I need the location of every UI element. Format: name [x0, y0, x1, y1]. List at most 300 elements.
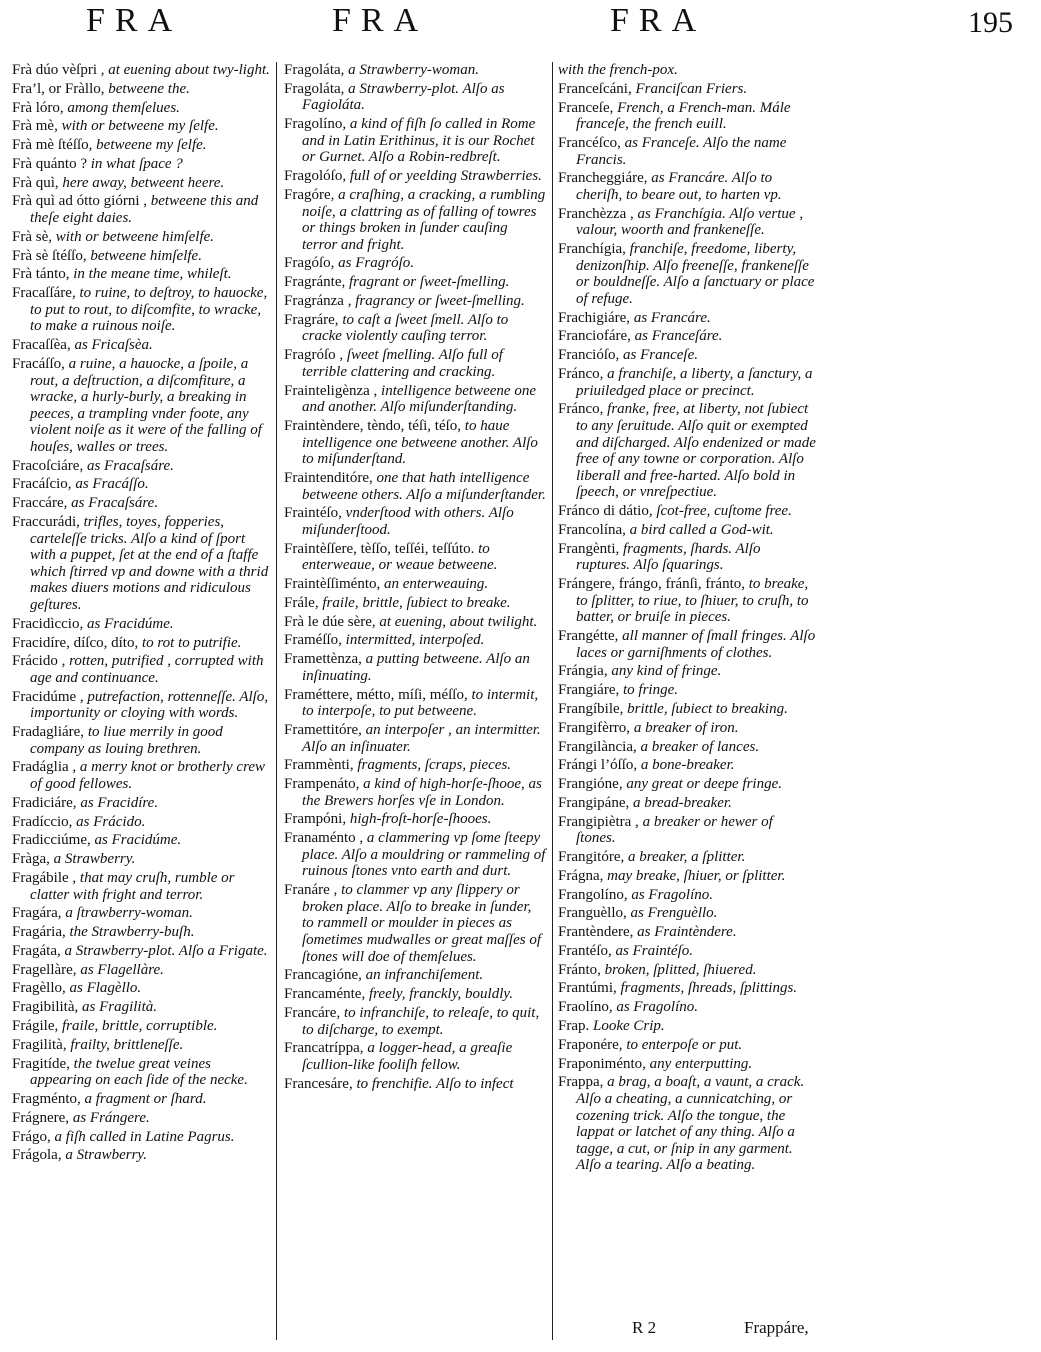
entry	[558, 776, 816, 793]
entry-headword: Franceſe,	[558, 99, 614, 116]
entry-definition: to clammer vp any ſlippery or broken place. Alſo to breake in ſunder, to rammell or moulder in pieces as ſometimes mudwalles or great maſſes of ſtones will doe of themſelues.	[302, 882, 542, 965]
entry-headword: Frále,	[284, 594, 319, 611]
entry	[12, 137, 270, 154]
entry	[12, 635, 270, 652]
entry	[558, 170, 816, 203]
running-head-center: FRA	[332, 2, 429, 39]
entry-headword: Fragoláta,	[284, 80, 345, 97]
entry-definition: betweene the.	[104, 80, 190, 97]
entry	[558, 795, 816, 812]
entry-headword: Fradicciúme,	[12, 832, 91, 849]
entry	[558, 701, 816, 718]
entry-headword: Fragolóſo,	[284, 168, 347, 185]
entry-definition: fragments, ſhards. Alſo ruptures. Alſo ſquarings.	[576, 540, 761, 574]
entry	[284, 62, 546, 79]
entry-definition: a Strawberry-plot. Alſo a Frigate.	[60, 942, 268, 959]
entry-headword: Fragábile ,	[12, 869, 77, 886]
entry-definition: full of or yeelding Strawberries.	[346, 168, 542, 185]
entry-headword: Framettitóre,	[284, 721, 362, 738]
entry-headword: Frà quì,	[12, 174, 59, 191]
entry-headword: Fràga,	[12, 851, 50, 868]
entry	[284, 1040, 546, 1073]
entry-definition: a putting betweene. Alſo an inſinuating.	[302, 651, 530, 684]
entry	[284, 187, 546, 253]
entry-definition: a fiſh called in Latine Pagrus.	[50, 1128, 235, 1145]
entry	[12, 285, 270, 335]
entry-definition: as Fracaſsáre.	[83, 457, 174, 474]
entry-headword: Frángia,	[558, 663, 608, 680]
entry-headword: Fragibilità,	[12, 999, 79, 1016]
entry-definition: franke, free, at liberty, not ſubiect to any ſeruitude. Alſo quit or exempted and diſcharged. Alſo endenized or made free of any towne or corporation. Alſo liberall and free-harted. Alſo bold in ſpeech, or vnreſpectiue.	[576, 401, 816, 501]
entry-headword: Fragránza ,	[284, 293, 352, 310]
entry-headword: Francaménte,	[284, 986, 366, 1003]
entry	[12, 999, 270, 1016]
entry	[558, 310, 816, 327]
entry	[558, 241, 816, 307]
entry-definition: as Franchígia. Alſo vertue , valour, woorth and frankeneſſe.	[576, 205, 804, 239]
entry-headword: Fragóre,	[284, 186, 335, 203]
entry-headword: Frammènti,	[284, 757, 354, 774]
entry	[12, 980, 270, 997]
entry-headword: Fragránte,	[284, 274, 346, 291]
entry	[284, 967, 546, 984]
entry-definition: trifles, toyes, fopperies, carteleſſe tricks. Alſo a kind of ſport with a puppet, ſet at the end of a ſtaffe which ſtirred vp and downe with a thrid makes diuers motions and ridiculous geſtures.	[30, 514, 269, 613]
entry-definition: as Frácido.	[72, 813, 146, 830]
entry-definition: in what ſpace ?	[86, 155, 183, 172]
entry-headword: Fragèllo,	[12, 980, 66, 997]
entry-headword: Fragménto,	[12, 1090, 81, 1107]
entry-definition: betweene this and theſe eight daies.	[30, 193, 259, 227]
entry	[12, 795, 270, 812]
entry-definition: freely, franckly, bouldly.	[365, 986, 513, 1003]
entry-headword: Fragoláta,	[284, 62, 345, 78]
entry-definition: as Fraintèndere.	[633, 924, 737, 941]
entry	[12, 1037, 270, 1054]
entry-definition: as Franceſe.	[619, 347, 698, 364]
entry-definition: to frenchifie. Alſo to infect	[352, 1075, 514, 1092]
entry-headword: Frangolíno,	[558, 886, 628, 903]
entry-definition: the Strawberry-buſh.	[65, 924, 195, 941]
entry-definition: as Fricaſsèa.	[70, 337, 153, 354]
entry-headword: Franciofáre,	[558, 328, 631, 345]
entry	[12, 248, 270, 265]
entry-headword: Frà quì ad ótto giórni ,	[12, 193, 147, 210]
entry-headword: Frainteligènza ,	[284, 382, 378, 399]
entry	[12, 476, 270, 493]
entry-definition: fragrant or ſweet-ſmelling.	[345, 274, 510, 291]
entry-definition: as Flagèllo.	[65, 980, 142, 997]
entry-headword: Frà le dúe sère,	[284, 613, 376, 630]
entry	[558, 206, 816, 239]
entry-headword: Francesáre,	[284, 1075, 353, 1092]
entry	[12, 962, 270, 979]
entry-headword: Franchígia,	[558, 241, 626, 258]
entry-definition: fragrancy or ſweet-ſmelling.	[351, 293, 525, 310]
entry-headword: Frangipáne,	[558, 794, 630, 811]
entry	[12, 266, 270, 283]
entry-definition: intermitted, interpoſed.	[341, 632, 485, 649]
entry	[284, 418, 546, 468]
entry-headword: Franceſcáni,	[558, 80, 632, 97]
entry	[558, 576, 816, 626]
entry	[12, 175, 270, 192]
entry	[284, 811, 546, 828]
entry	[558, 924, 816, 941]
entry	[284, 986, 546, 1003]
entry-definition: with or betweene himſelfe.	[52, 228, 215, 245]
entry	[284, 116, 546, 166]
entry-headword: Fradagliáre,	[12, 724, 85, 741]
entry-headword: Fraintéſo,	[284, 505, 342, 522]
entry	[12, 924, 270, 941]
entry-definition: rotten, putrified , corrupted with age and continuance.	[30, 653, 264, 686]
entry-headword: Fracaſſáre,	[12, 285, 76, 302]
entry	[558, 328, 816, 345]
entry-headword: Fraccurádi,	[12, 514, 80, 531]
entry-definition: a Strawberry.	[61, 1147, 148, 1164]
running-head-right: FRA	[610, 2, 707, 39]
entry-definition: fraile, brittle, ſubiect to breake.	[318, 594, 511, 611]
entry-headword: Fránco,	[558, 401, 604, 418]
entry-headword: Fracoſciáre,	[12, 457, 84, 474]
entry-headword: Fracidúme ,	[12, 688, 84, 705]
entry	[284, 312, 546, 345]
entry-definition: to haue intelligence one betweene another. Alſo to miſunderſtand.	[302, 417, 538, 468]
entry-definition: that may cruſh, rumble or clatter with fright and terror.	[30, 869, 235, 903]
entry-definition: putrefaction, rottenneſſe. Alſo, importunity or cloying with words.	[30, 688, 269, 722]
entry	[12, 1056, 270, 1089]
entry	[284, 274, 546, 291]
entry	[12, 759, 270, 792]
entry-headword: Frappa,	[558, 1074, 604, 1091]
entry-headword: Frantèndere,	[558, 924, 634, 941]
column-middle	[284, 62, 546, 1094]
entry-definition: frailty, brittleneſſe.	[66, 1036, 184, 1053]
entry-definition: a bread-breaker.	[629, 794, 732, 811]
entry-definition: a clammering vp ſome ſteepy place. Alſo a mouldring or rammeling of ruinous ſtones vnto earth and durt.	[302, 830, 546, 880]
entry-definition: to rot to putrifie.	[138, 634, 242, 651]
entry	[558, 81, 816, 98]
entry	[12, 356, 270, 456]
entry-headword: Frà sè ſtéſſo,	[12, 247, 87, 264]
entry-definition: as Frángere.	[69, 1109, 150, 1126]
entry-headword: Fraintèſſiménto,	[284, 576, 381, 593]
entry-headword: Frà dúo vèſpri ,	[12, 62, 105, 78]
entry	[284, 505, 546, 538]
entry-headword: Frágola,	[12, 1147, 62, 1164]
entry	[12, 943, 270, 960]
entry	[12, 814, 270, 831]
entry	[284, 293, 546, 310]
entry-definition: to breake, to ſplitter, to riue, to ſhiuer, to cruſh, to batter, or bruiſe in pieces.	[576, 576, 809, 626]
entry-definition: as Frenguèllo.	[626, 905, 718, 922]
entry	[284, 595, 546, 612]
entry-definition: a breaker, a ſplitter.	[624, 849, 746, 865]
entry	[558, 366, 816, 399]
entry-headword: Franchèzza ,	[558, 205, 634, 222]
entry	[284, 614, 546, 631]
entry-definition: a breaker or hewer of ſtones.	[576, 813, 773, 847]
entry-definition: a craſhing, a cracking, a rumbling noiſe, a clattring as of falling of towres or things broken in ſunder cauſing terror and fright.	[302, 186, 546, 253]
entry-definition: to ruine, to deſtroy, to hauocke, to put to rout, to diſcomfite, to wracke, to make a ruinous noiſe.	[30, 285, 268, 335]
entry-headword: Frángi l’óſſo,	[558, 757, 638, 774]
entry-definition: broken, ſplitted, ſhiuered.	[600, 961, 757, 978]
entry	[284, 1076, 546, 1093]
entry-headword: Frà tánto,	[12, 266, 70, 283]
entry-definition: may breake, ſhiuer, or ſplitter.	[603, 867, 786, 884]
entry-headword: Frangipiètra ,	[558, 813, 639, 830]
entry	[284, 687, 546, 720]
entry-definition: intelligence betweene one and another. Alſo miſunderſtanding.	[302, 382, 536, 416]
entry-headword: Fra’l, or Fràllo,	[12, 80, 105, 97]
entry-headword: Frágna,	[558, 867, 604, 884]
entry-headword: Fraintèndere, tèndo, téſi, téſo,	[284, 417, 462, 434]
entry-headword: Fragolíno,	[284, 116, 347, 133]
entry-definition: to infranchiſe, to releaſe, to quit, to diſcharge, to exempt.	[302, 1004, 540, 1038]
entry-headword: Frap.	[558, 1018, 590, 1035]
entry	[558, 980, 816, 997]
entry-headword: Frangènti,	[558, 540, 620, 557]
signature-mark: R 2	[632, 1318, 657, 1337]
entry-headword: Frampóni,	[284, 811, 347, 828]
entry	[12, 905, 270, 922]
entry	[12, 118, 270, 135]
entry	[558, 100, 816, 133]
entry-headword: Frangilància,	[558, 738, 637, 755]
column-rule-left	[276, 62, 277, 1340]
entry-headword: Frangifèrro,	[558, 719, 631, 736]
entry-headword: Francéſco,	[558, 134, 621, 151]
entry-definition: a bird called a God-wit.	[625, 521, 774, 538]
entry-definition: as Flagellàre.	[76, 961, 164, 978]
entry-definition: the twelue great veines appearing on each ſide of the necke.	[30, 1055, 248, 1089]
entry	[558, 401, 816, 501]
entry-definition: a ruine, a hauocke, a ſpoile, a rout, a deſtruction, a diſcomfiture, a wracke, a hurly-burly, a breaking in peeces, a trampling vnder foote, any violent noiſe as it were of the falling of houſes, walles or trees.	[30, 355, 262, 455]
entry-definition: fraile, brittle, corruptible.	[58, 1018, 218, 1035]
entry-headword: Frà quánto ?	[12, 155, 87, 172]
entry-headword: Fracidìccio,	[12, 615, 84, 632]
entry-headword: Fraintenditóre,	[284, 469, 373, 486]
entry-headword: Frángere, frángo, fránſi, fránto,	[558, 576, 746, 593]
entry	[558, 503, 816, 520]
entry-headword: Fracidíre, díſco, díto,	[12, 634, 139, 651]
entry	[558, 943, 816, 960]
entry	[284, 383, 546, 416]
entry-definition: to caſt a ſweet ſmell. Alſo to cracke violently cauſing terror.	[302, 311, 509, 345]
entry-definition: a breaker of lances.	[636, 738, 760, 755]
entry	[558, 347, 816, 364]
entry-headword: Fragilità,	[12, 1036, 67, 1053]
column-left	[12, 62, 270, 1166]
entry-definition: ſcot-free, cuſtome free.	[652, 503, 792, 520]
entry	[284, 255, 546, 272]
entry-headword: Franaménto ,	[284, 830, 364, 847]
entry-definition: a breaker of iron.	[630, 719, 739, 736]
entry	[284, 470, 546, 503]
entry-headword: Fragitíde,	[12, 1055, 70, 1072]
entry-definition: to enterpoſe or put.	[622, 1036, 743, 1053]
entry	[12, 1018, 270, 1035]
entry-definition: to intermit, to interpoſe, to put betweene.	[302, 686, 539, 720]
entry-definition: as Fragolíno.	[627, 886, 714, 903]
entry-definition: as Fracidúme.	[90, 832, 182, 849]
entry	[12, 724, 270, 757]
entry	[558, 682, 816, 699]
entry	[284, 651, 546, 684]
entry-definition: with the french-pox.	[558, 62, 678, 78]
entry-headword: Francáre,	[284, 1004, 341, 1021]
entry	[558, 1056, 816, 1073]
entry	[558, 757, 816, 774]
entry-definition: ſweet ſmelling. Alſo full of terrible clattering and cracking.	[302, 347, 503, 380]
entry-definition: a kind of fiſh ſo called in Rome and in Latin Erithinus, it is our Rochet or Gurnet. Alſo a Robin-redbreſt.	[302, 116, 536, 166]
entry-definition: an interpoſer , an intermitter. Alſo an inſinuater.	[302, 721, 541, 755]
entry-headword: Frangiáre,	[558, 682, 620, 699]
entry-definition: any great or deepe fringe.	[622, 776, 782, 793]
entry	[12, 81, 270, 98]
entry-definition: as Fracáſſo.	[71, 476, 149, 493]
entry	[284, 1005, 546, 1038]
entry	[12, 229, 270, 246]
entry-headword: Frágnere,	[12, 1109, 70, 1126]
entry-definition: as Fragilità.	[78, 999, 158, 1016]
entry	[558, 135, 816, 168]
entry-definition: a franchiſe, a liberty, a ſanctury, a priuiledged place or precinct.	[576, 365, 813, 399]
entry-definition: a merry knot or brotherly crew of good fellowes.	[30, 759, 266, 793]
entry-headword: Frampenáto,	[284, 776, 360, 793]
entry	[12, 870, 270, 903]
entry	[558, 628, 816, 661]
entry	[12, 851, 270, 868]
entry	[12, 1110, 270, 1127]
entry-definition: a ſtrawberry-woman.	[61, 905, 193, 922]
entry-definition: at euening, about twilight.	[375, 613, 538, 630]
entry-headword: Frà mè ſtéſſo,	[12, 137, 93, 154]
entry-headword: Frachigiáre,	[558, 309, 631, 326]
entry-headword: Frà mè,	[12, 118, 58, 135]
entry-definition: in the meane time, whileſt.	[69, 266, 232, 283]
entry-definition: with or betweene my ſelfe.	[57, 118, 219, 135]
entry-headword: Frágo,	[12, 1128, 51, 1145]
entry-definition: an infranchiſement.	[361, 967, 484, 984]
entry-definition: as Franceſe. Alſo the name Francis.	[576, 134, 787, 168]
entry-headword: Fraccáre,	[12, 495, 68, 512]
entry-definition: any enterputting.	[645, 1055, 753, 1072]
entry	[12, 193, 270, 226]
entry	[284, 576, 546, 593]
entry-definition: a bone-breaker.	[637, 757, 735, 774]
entry-headword: Fragáta,	[12, 942, 61, 959]
entry	[284, 882, 546, 965]
entry-definition: betweene my ſelfe.	[92, 137, 207, 154]
entry-headword: Frantúmi,	[558, 980, 617, 997]
entry-definition: franchiſe, freedome, liberty, denizonſhip. Alſo freeneſſe, frankeneſſe or bouldneſſe. Alſo a ſanctuary or place of refuge.	[576, 241, 815, 307]
entry-definition: at euening about twy-light.	[104, 62, 270, 78]
entry-headword: Fracaſſèa,	[12, 337, 71, 354]
entry-definition: high-froſt-horſe-ſhooes.	[346, 811, 492, 828]
entry-definition: fragments, ſhreads, ſplittings.	[616, 980, 798, 997]
entry	[558, 814, 816, 847]
entry-headword: Franguèllo,	[558, 905, 627, 922]
entry-definition: as Fraintéſo.	[611, 942, 693, 959]
entry	[558, 1037, 816, 1054]
entry	[284, 81, 546, 114]
entry	[558, 739, 816, 756]
entry	[284, 347, 546, 380]
entry-headword: Francagióne,	[284, 967, 362, 984]
entry-headword: Framéſſo,	[284, 632, 342, 649]
entry-definition: as Francáre.	[630, 309, 711, 326]
entry-definition: as Francáre. Alſo to cheriſh, to beare out, to harten vp.	[576, 170, 782, 203]
entry-definition: a fragment or ſhard.	[80, 1090, 207, 1107]
entry-headword: Frangióne,	[558, 776, 623, 793]
entry-headword: Fragária,	[12, 924, 66, 941]
entry-headword: Fracáſcio,	[12, 476, 72, 493]
entry-headword: Fradáglia ,	[12, 759, 77, 776]
page-number: 195	[968, 6, 1013, 39]
entry	[284, 722, 546, 755]
entry-headword: Frangétte,	[558, 628, 619, 644]
entry-headword: Fragróſo ,	[284, 347, 344, 364]
entry-headword: Francolína,	[558, 521, 626, 538]
entry-definition: a brag, a boaſt, a vaunt, a crack. Alſo a cheating, a cunnicatching, or cozening trick. Alſo the tongue, the lappat or latchet of any thing. Alſo a tagge, a cut, or ſnip in any garment. Alſo a tearing. Alſo a beating.	[576, 1074, 805, 1174]
entry-definition: one that hath intelligence betweene others. Alſo a miſunderſtander.	[302, 469, 546, 503]
entry	[558, 868, 816, 885]
entry-headword: Frácido ,	[12, 653, 66, 670]
entry-headword: Frangíbile,	[558, 700, 624, 717]
entry-definition: fragments, ſcraps, pieces.	[353, 757, 512, 774]
entry-headword: Francheggiáre,	[558, 170, 648, 187]
entry	[12, 1091, 270, 1108]
entry	[284, 632, 546, 649]
entry-headword: Fradíccio,	[12, 813, 73, 830]
entry	[12, 62, 270, 79]
entry	[558, 720, 816, 737]
entry	[284, 776, 546, 809]
entry	[558, 905, 816, 922]
entry	[12, 616, 270, 633]
entry-headword: Fragellàre,	[12, 961, 77, 978]
entry-headword: Fragára,	[12, 905, 62, 922]
entry-definition: as Franceſáre.	[630, 328, 723, 345]
entry-definition: Franciſcan Friers.	[631, 80, 748, 97]
entry	[284, 757, 546, 774]
entry-definition: a Strawberry-woman.	[344, 62, 479, 78]
entry-headword: Fránto,	[558, 961, 601, 978]
entry-definition: vnderſtood with others. Alſo miſunderſtood.	[302, 505, 514, 538]
entry-headword: Framettènza,	[284, 651, 362, 668]
entry-headword: Fradiciáre,	[12, 794, 77, 811]
entry-definition: French, a French-man. Mále franceſe, the french euill.	[576, 99, 791, 133]
entry-definition: as Fragróſo.	[334, 255, 415, 272]
entry	[12, 495, 270, 512]
entry	[12, 337, 270, 354]
column-right	[558, 62, 816, 1176]
entry-definition: to enterweaue, or weaue betweene.	[302, 540, 498, 574]
entry	[12, 1129, 270, 1146]
entry	[12, 689, 270, 722]
entry-definition: a Strawberry-plot. Alſo as Fagioláta.	[302, 80, 505, 114]
entry	[284, 830, 546, 880]
entry-headword: Fraolíno,	[558, 999, 613, 1016]
entry	[558, 62, 816, 79]
column-rule-right	[552, 62, 553, 1340]
entry-definition: as Fracidúme.	[83, 615, 174, 632]
entry-headword: Fraponiménto,	[558, 1055, 646, 1072]
entry-headword: Frantéſo,	[558, 942, 612, 959]
entry	[558, 849, 816, 866]
entry-definition: as Fragolíno.	[612, 999, 699, 1016]
